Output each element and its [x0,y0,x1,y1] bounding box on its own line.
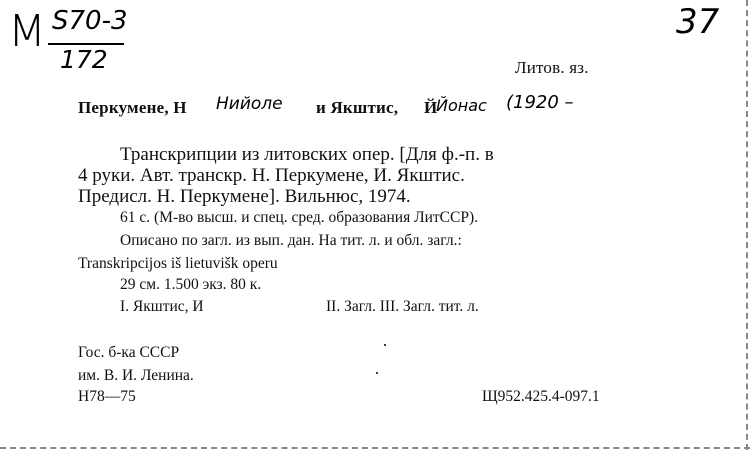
card-edge-bottom [0,447,750,449]
language-tag: Литов. яз. [515,58,589,77]
birth-year: (1920 – [506,92,574,113]
author1-first-name: Нийоле [216,94,283,114]
author2-initial: Й [424,98,438,117]
call-number-bottom: 172 [60,45,108,74]
author1-surname: Перкумене, Н [78,98,187,117]
note-line-2: Transkripcijos iš lietuvišk operu [78,255,278,272]
library-name-line-1: Гос. б-ка СССР [78,344,180,361]
card-number: 37 [676,2,720,42]
call-number-top: S70-3 [52,6,128,36]
library-name-line-2: им. В. И. Ленина. [78,367,194,384]
order-number: Н78—75 [78,388,136,405]
title-line-3: Предисл. Н. Перкумене]. Вильнюс, 1974. [78,186,411,207]
tracing-added-entry: I. Якштис, И [120,298,204,315]
card-edge-right [746,0,748,450]
scan-speck [376,372,378,374]
note-line-1: Описано по загл. из вып. дан. На тит. л. и обл. загл.: [120,232,462,249]
title-line-2: 4 руки. Авт. транскр. Н. Перкумене, И. Якштис. [78,165,465,186]
scan-speck [384,344,386,346]
tracing-titles: II. Загл. III. Загл. тит. л. [326,298,479,315]
call-letter: М [8,6,46,57]
author2-first-name: Йонас [436,96,487,115]
author2-surname: и Якштис, [316,98,399,117]
physical-description: 29 см. 1.500 экз. 80 к. [120,276,262,293]
title-line-1: Транскрипции из литовских опер. [Для ф.-п. в [120,144,494,165]
collation-line: 61 с. (М-во высш. и спец. сред. образования ЛитССР). [120,209,479,226]
classification-index: Щ952.425.4-097.1 [482,388,600,405]
